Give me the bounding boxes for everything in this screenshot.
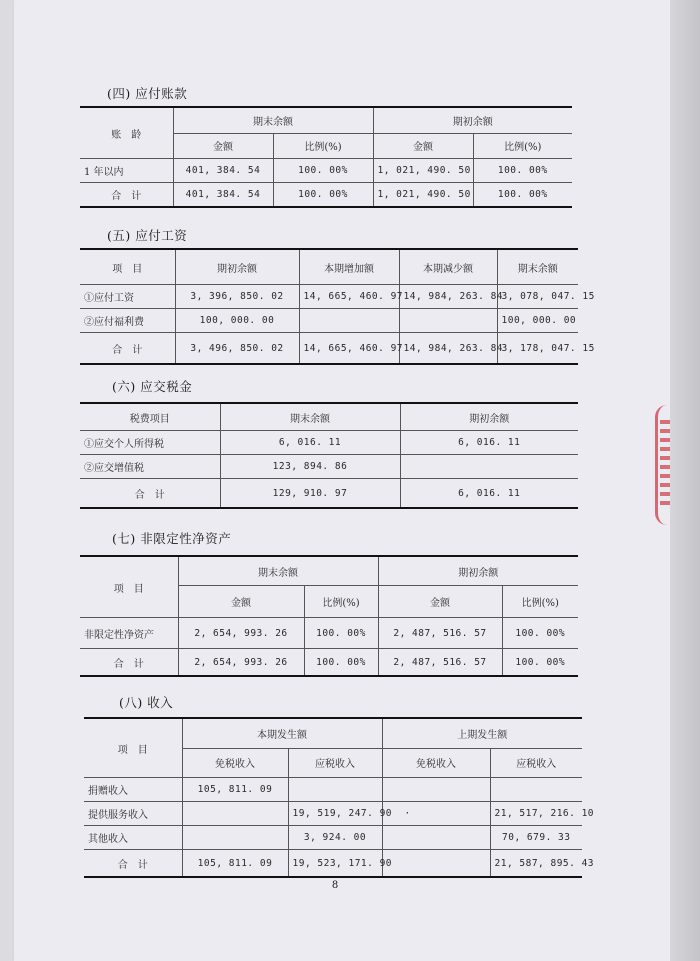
header-ratio: 比例(%) <box>273 133 373 159</box>
section-title-taxes: (六) 应交税金 <box>112 379 193 394</box>
cell-value: 100. 00% <box>273 159 373 183</box>
cell-value: 2, 487, 516. 57 <box>378 649 502 677</box>
cell-value: 100. 00% <box>304 618 378 649</box>
table-row <box>84 778 582 802</box>
header-item: 项 目 <box>80 249 175 285</box>
table-row-total <box>84 850 582 878</box>
cell-value <box>400 455 578 479</box>
red-seal-stamp-mark <box>660 420 670 510</box>
row-label: 非限定性净资产 <box>80 618 178 649</box>
cell-value: 6, 016. 11 <box>220 431 400 455</box>
cell-value: 129, 910. 97 <box>220 479 400 509</box>
header-decrease: 本期减少额 <box>399 249 497 285</box>
row-label: 1 年以内 <box>80 159 173 183</box>
table-row <box>80 618 578 649</box>
header-amount: 金额 <box>378 586 502 618</box>
header-taxable: 应税收入 <box>288 748 382 778</box>
cell-value: 100. 00% <box>502 618 578 649</box>
section-title-net-assets: (七) 非限定性净资产 <box>112 531 232 546</box>
header-item: 项 目 <box>80 556 178 618</box>
cell-value: 100, 000. 00 <box>497 309 578 333</box>
cell-value: 19, 519, 247. 90 <box>288 802 382 826</box>
cell-value: 3, 078, 047. 15 <box>497 285 578 309</box>
cell-value: 21, 587, 895. 43 <box>490 850 582 878</box>
table-row <box>80 285 578 309</box>
header-end: 期末余额 <box>497 249 578 285</box>
header-end: 期末余额 <box>220 403 400 431</box>
header-taxable: 应税收入 <box>490 748 582 778</box>
cell-value: 3, 496, 850. 02 <box>175 333 299 365</box>
table-row-total <box>80 479 578 509</box>
cell-value: 70, 679. 33 <box>490 826 582 850</box>
cell-value: 6, 016. 11 <box>400 431 578 455</box>
header-amount: 金额 <box>373 133 473 159</box>
table-row-total <box>80 649 578 677</box>
cell-value: 105, 811. 09 <box>182 778 288 802</box>
header-period-end: 期末余额 <box>178 556 378 586</box>
cell-value: 14, 665, 460. 97 <box>299 285 399 309</box>
cell-value: 3, 924. 00 <box>288 826 382 850</box>
header-begin: 期初余额 <box>175 249 299 285</box>
header-begin: 期初余额 <box>400 403 578 431</box>
table-row <box>80 455 578 479</box>
cell-value: 14, 665, 460. 97 <box>299 333 399 365</box>
row-label: ②应付福利费 <box>80 309 175 333</box>
cell-value: 2, 654, 993. 26 <box>178 649 304 677</box>
cell-value: · <box>382 802 490 826</box>
header-amount: 金额 <box>173 133 273 159</box>
cell-value: 2, 654, 993. 26 <box>178 618 304 649</box>
header-increase: 本期增加额 <box>299 249 399 285</box>
cell-value: 100. 00% <box>273 183 373 208</box>
cell-value: 1, 021, 490. 50 <box>373 159 473 183</box>
cell-value: 2, 487, 516. 57 <box>378 618 502 649</box>
cell-value: 100. 00% <box>502 649 578 677</box>
cell-value <box>288 778 382 802</box>
cell-value: 3, 178, 047. 15 <box>497 333 578 365</box>
header-period-begin: 期初余额 <box>378 556 578 586</box>
row-label: ①应交个人所得税 <box>80 431 220 455</box>
header-ratio: 比例(%) <box>502 586 578 618</box>
cell-value <box>382 778 490 802</box>
cell-value: 14, 984, 263. 84 <box>399 285 497 309</box>
header-item: 税费项目 <box>80 403 220 431</box>
row-label: 合 计 <box>80 333 175 365</box>
cell-value: 105, 811. 09 <box>182 850 288 878</box>
table-row-total <box>80 183 572 208</box>
header-aging: 账 龄 <box>80 107 173 159</box>
cell-value: 100. 00% <box>304 649 378 677</box>
table-row <box>80 431 578 455</box>
header-item: 项 目 <box>84 718 182 778</box>
header-exempt: 免税收入 <box>382 748 490 778</box>
wages-table <box>80 248 595 365</box>
cell-value: 401, 384. 54 <box>173 159 273 183</box>
table-row <box>80 309 578 333</box>
cell-value: 401, 384. 54 <box>173 183 273 208</box>
cell-value <box>182 826 288 850</box>
taxes-table <box>80 402 578 509</box>
row-label: 合 计 <box>80 649 178 677</box>
header-previous: 上期发生额 <box>382 718 582 748</box>
cell-value: 123, 894. 86 <box>220 455 400 479</box>
row-label: ①应付工资 <box>80 285 175 309</box>
cell-value: 100. 00% <box>473 159 572 183</box>
cell-value <box>182 802 288 826</box>
cell-value <box>382 850 490 878</box>
cell-value <box>399 309 497 333</box>
section-title-income: (八) 收入 <box>119 695 174 710</box>
section-title-payables: (四) 应付账款 <box>107 86 188 101</box>
header-exempt: 免税收入 <box>182 748 288 778</box>
cell-value: 100. 00% <box>473 183 572 208</box>
cell-value: 100, 000. 00 <box>175 309 299 333</box>
header-period-end: 期末余额 <box>173 107 373 133</box>
row-label: 合 计 <box>80 183 173 208</box>
header-ratio: 比例(%) <box>473 133 572 159</box>
row-label: ②应交增值税 <box>80 455 220 479</box>
cell-value: 3, 396, 850. 02 <box>175 285 299 309</box>
net-assets-table <box>80 555 578 677</box>
cell-value <box>299 309 399 333</box>
row-label: 合 计 <box>80 479 220 509</box>
cell-value: 19, 523, 171. 90 <box>288 850 382 878</box>
section-title-wages: (五) 应付工资 <box>107 228 188 243</box>
row-label: 提供服务收入 <box>84 802 182 826</box>
row-label: 捐赠收入 <box>84 778 182 802</box>
income-table <box>84 717 595 878</box>
table-row <box>84 802 582 826</box>
header-period-begin: 期初余额 <box>373 107 572 133</box>
header-amount: 金额 <box>178 586 304 618</box>
table-row <box>80 159 572 183</box>
cell-value: 1, 021, 490. 50 <box>373 183 473 208</box>
table-row-total <box>80 333 578 365</box>
cell-value: 21, 517, 216. 10 <box>490 802 582 826</box>
page-number: 8 <box>331 880 339 891</box>
payables-table <box>80 106 572 208</box>
cell-value: 6, 016. 11 <box>400 479 578 509</box>
cell-value: 14, 984, 263. 84 <box>399 333 497 365</box>
cell-value <box>382 826 490 850</box>
cell-value <box>490 778 582 802</box>
row-label: 合 计 <box>84 850 182 878</box>
table-row <box>84 826 582 850</box>
header-ratio: 比例(%) <box>304 586 378 618</box>
header-current: 本期发生额 <box>182 718 382 748</box>
row-label: 其他收入 <box>84 826 182 850</box>
